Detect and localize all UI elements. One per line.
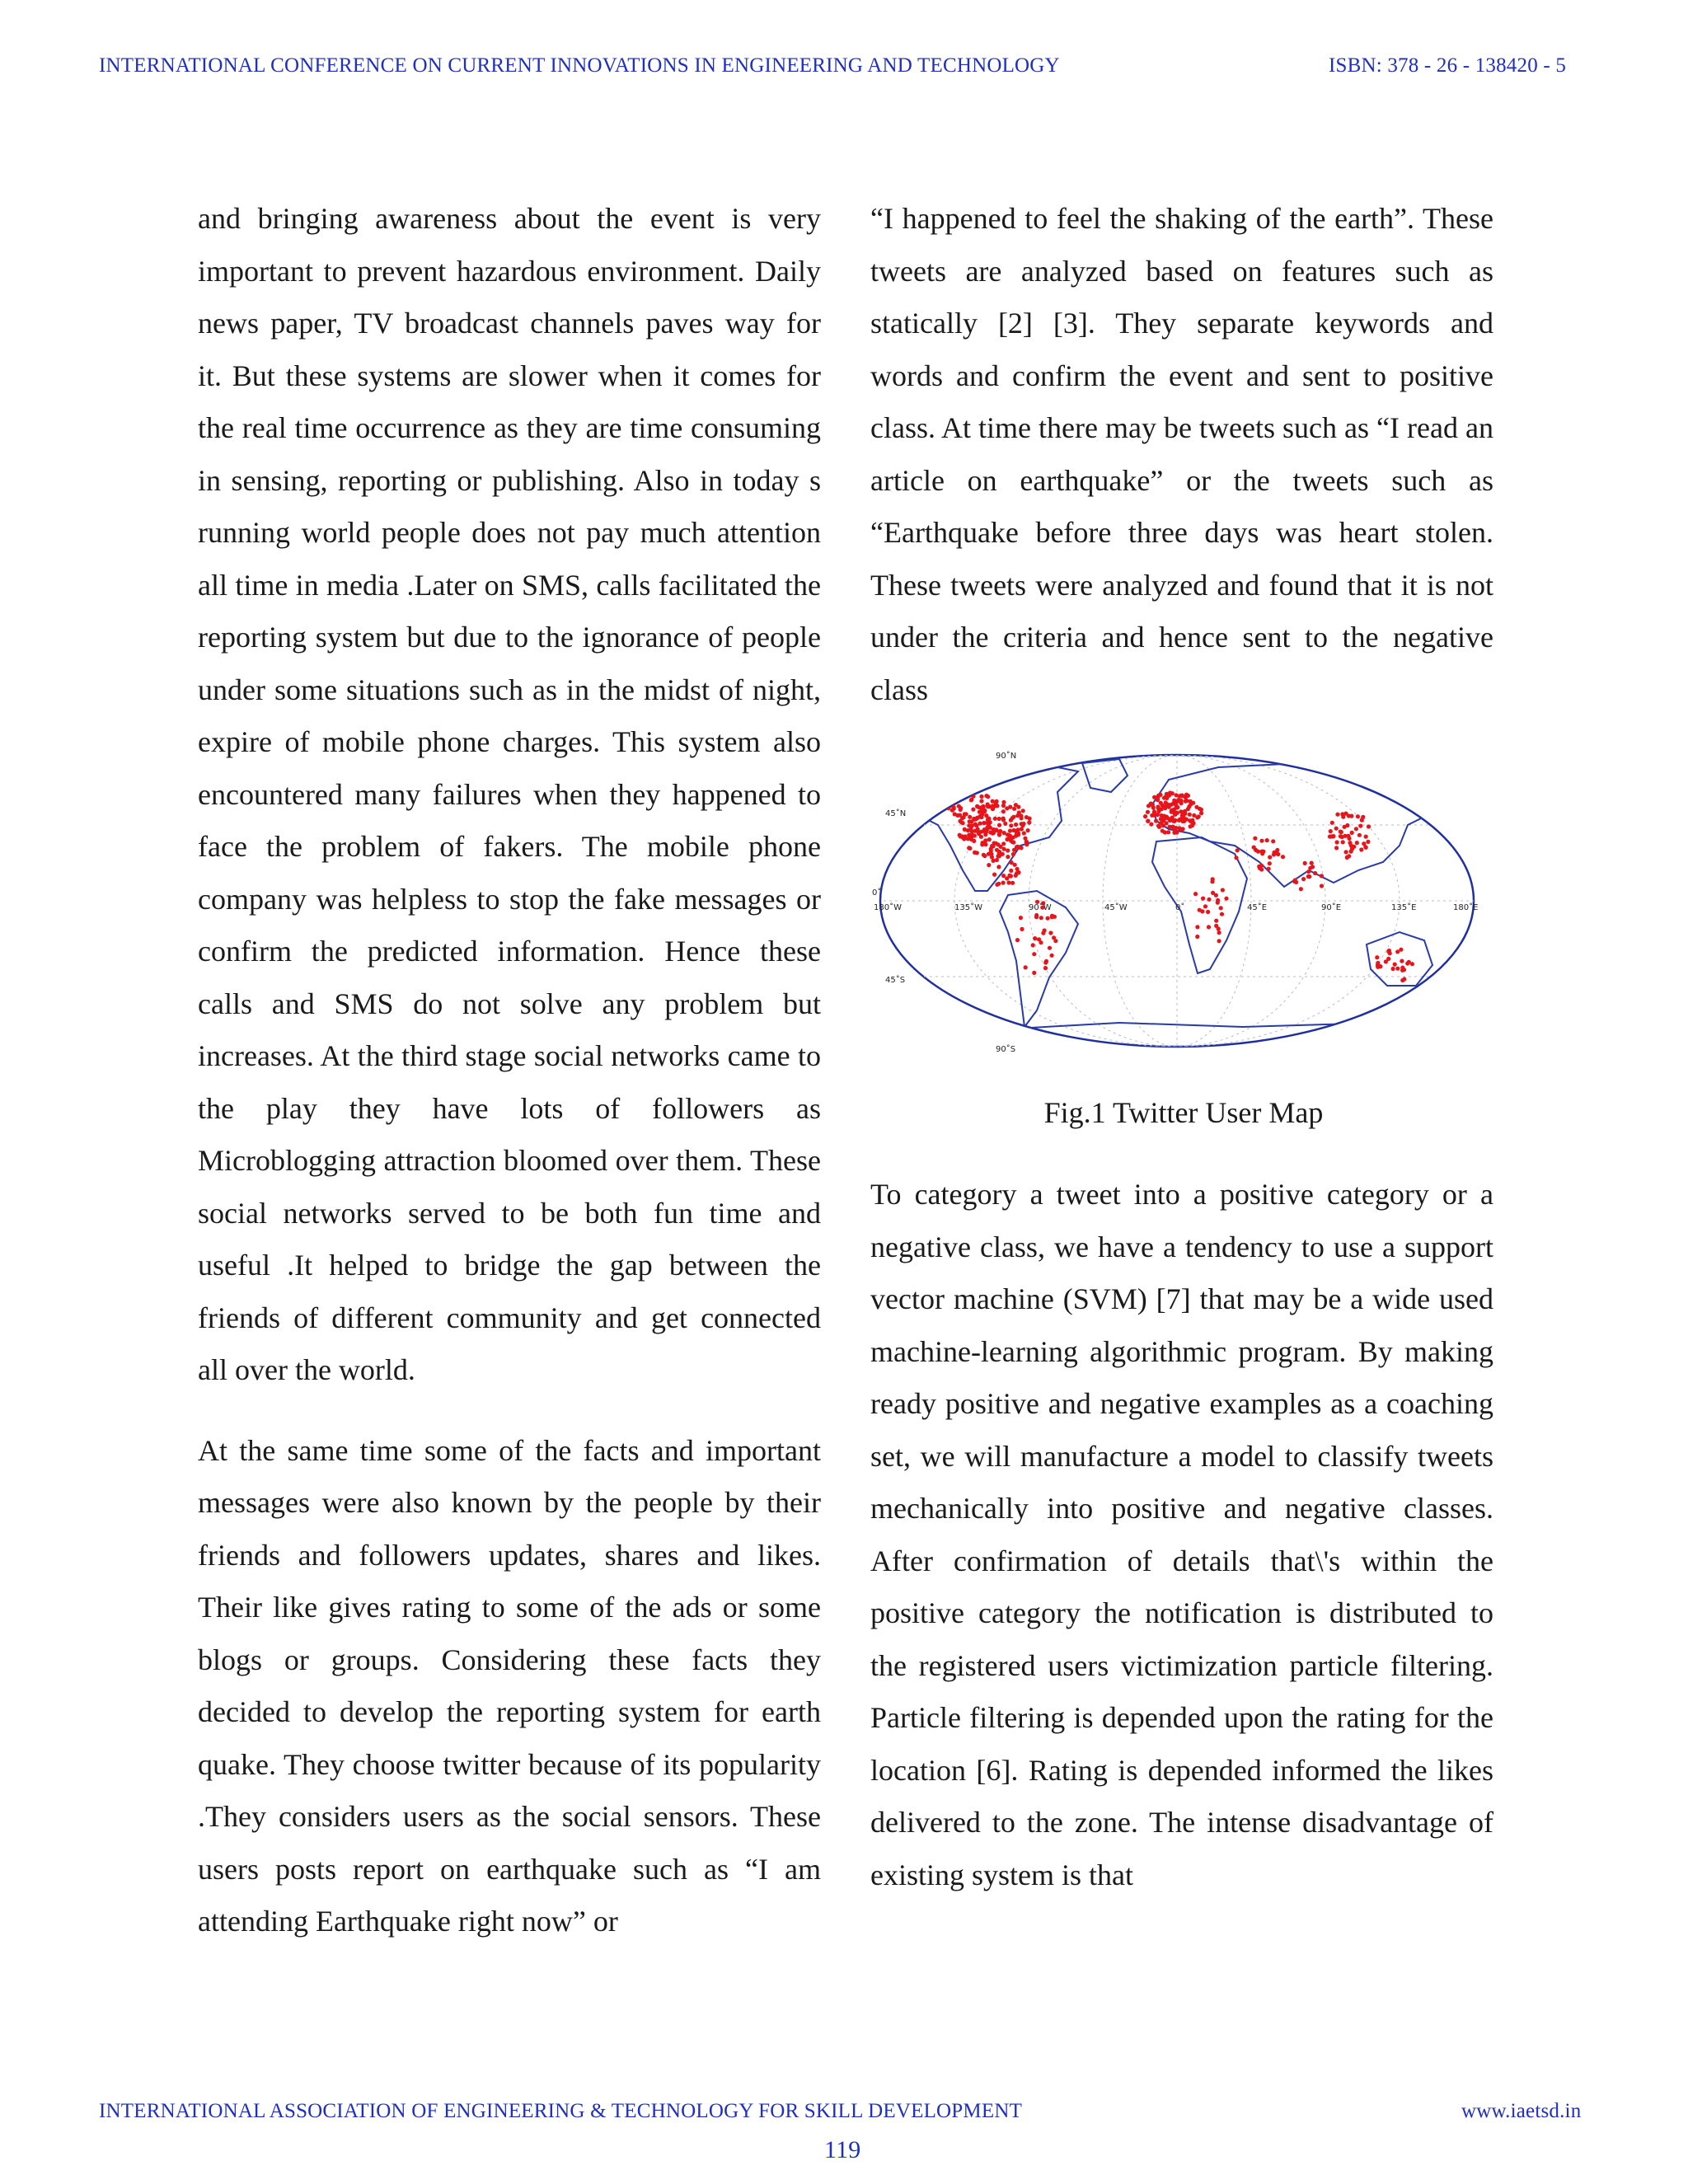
footer-website[interactable]: www.iaetsd.in <box>1461 2100 1582 2122</box>
user-dot <box>1001 881 1006 885</box>
user-dot <box>1256 850 1260 854</box>
user-dot <box>995 858 999 862</box>
user-dot <box>1378 964 1382 968</box>
user-dot <box>1206 910 1210 914</box>
right-column-bottom <box>870 1169 1493 1901</box>
user-dot <box>968 815 972 819</box>
user-dot <box>987 837 992 841</box>
user-dot <box>1366 840 1370 844</box>
user-dot <box>1181 827 1185 831</box>
user-dot <box>1009 874 1013 878</box>
user-dot <box>1001 874 1006 878</box>
user-dot <box>1306 869 1311 874</box>
user-dot <box>1364 835 1368 839</box>
lat-label-45s: 45˚S <box>885 976 906 985</box>
user-dot <box>1020 927 1024 931</box>
user-dot <box>1207 898 1211 902</box>
user-dot <box>1010 881 1015 885</box>
user-dot <box>1008 829 1012 833</box>
user-dot <box>1268 861 1272 865</box>
user-dot <box>961 836 965 840</box>
user-dot <box>1350 831 1354 835</box>
user-dot <box>958 813 962 818</box>
user-dot <box>1020 816 1024 820</box>
user-dot <box>968 819 972 823</box>
lon-label-180e: 180˚E <box>1453 903 1479 912</box>
user-dot <box>1032 971 1036 975</box>
user-dot <box>1156 813 1160 817</box>
user-dot <box>973 829 978 833</box>
user-dot <box>973 851 977 855</box>
user-dot <box>969 798 973 802</box>
user-dot <box>1271 839 1275 843</box>
user-dot <box>1156 797 1160 801</box>
user-dot <box>1345 823 1349 827</box>
user-dot <box>1016 870 1020 874</box>
user-dot <box>1347 813 1351 818</box>
user-dot <box>1012 807 1016 811</box>
user-dot <box>1031 943 1035 947</box>
user-dot <box>1340 812 1344 816</box>
user-dot <box>1184 799 1188 804</box>
user-dot <box>966 837 970 841</box>
user-dot <box>1019 916 1023 920</box>
user-dot <box>1015 845 1019 849</box>
user-dot <box>997 854 1001 858</box>
isbn-header: ISBN: 378 - 26 - 138420 - 5 <box>1329 54 1567 77</box>
user-dot <box>1003 822 1007 826</box>
user-dot <box>1172 799 1176 803</box>
user-dot <box>1034 915 1039 919</box>
user-dot <box>1048 930 1053 935</box>
user-dot <box>1193 892 1198 896</box>
user-dot <box>1159 817 1163 821</box>
user-dot <box>1005 837 1009 841</box>
user-dot <box>1335 813 1339 817</box>
user-dot <box>979 799 983 803</box>
user-dot <box>1348 841 1352 845</box>
user-dot <box>1191 801 1195 805</box>
left-column <box>198 193 821 1948</box>
user-dot <box>1211 877 1215 881</box>
user-dot <box>945 799 950 804</box>
user-dot <box>1203 904 1207 908</box>
user-dot <box>996 865 1001 869</box>
user-dot <box>993 817 997 821</box>
user-dot <box>987 817 991 821</box>
user-dot <box>982 854 987 858</box>
user-dot <box>1217 926 1221 930</box>
right-paragraph-2: To category a tweet into a positive category or a negative class, we have a tendency to use a support vector machine (SVM) [7] that may be a wide used machine-learning algorithmic program. By making ready positive and negative examples as a coaching set, we will manufacture a model to classify tweets mechanically into positive and negative classes. After confirmation of details that\'s within the positive category the notification is distributed to the registered users victimization particle filtering. Particle filtering is depended upon the rating for the location [6]. Rating is depended informed the likes delivered to the zone. The intense disadvantage of existing system is that <box>870 1178 1493 1891</box>
user-dot <box>1001 809 1006 813</box>
lon-label-135e: 135˚E <box>1391 903 1417 912</box>
user-dot <box>1143 814 1147 818</box>
running-header: INTERNATIONAL CONFERENCE ON CURRENT INNOVATIONS IN ENGINEERING AND TECHNOLOGY <box>99 54 1060 77</box>
user-dot <box>972 839 976 843</box>
world-map-svg <box>872 747 1482 1055</box>
user-dot <box>952 797 956 801</box>
user-dot <box>1192 821 1196 825</box>
user-dot <box>1334 846 1339 850</box>
user-dot <box>1375 955 1379 959</box>
user-dot <box>1359 847 1363 851</box>
user-dot <box>1006 848 1010 852</box>
user-dot <box>1313 871 1317 875</box>
user-dot <box>1010 816 1015 820</box>
user-dot <box>986 794 990 799</box>
user-dot <box>1320 874 1324 878</box>
footer-association: INTERNATIONAL ASSOCIATION OF ENGINEERING & TECHNOLOGY FOR SKILL DEVELOPMENT <box>99 2100 1023 2122</box>
user-dot <box>1306 874 1311 879</box>
user-dot <box>1253 837 1257 841</box>
lon-label-45e: 45˚E <box>1247 903 1268 912</box>
lat-label-45n: 45˚N <box>885 809 907 818</box>
user-dot <box>1022 831 1026 835</box>
user-dot <box>1214 893 1218 898</box>
user-dot <box>1175 831 1179 835</box>
user-dot <box>1160 813 1164 818</box>
user-dot <box>1179 809 1183 813</box>
user-dot <box>1407 960 1411 964</box>
user-dot <box>1166 830 1170 834</box>
user-dot <box>1033 936 1037 940</box>
user-dot <box>1039 940 1043 944</box>
user-dot <box>1015 813 1020 818</box>
user-dot <box>1043 960 1048 964</box>
user-dot <box>1219 906 1223 910</box>
user-dot <box>1329 834 1334 838</box>
user-dot <box>1014 803 1018 807</box>
left-paragraph-2: At the same time some of the facts and important messages were also known by the people by their friends and followers updates, shares and likes. Their like gives rating to some of the ads or some blogs or groups. Considering these facts they decided to develop the reporting system for earth quake. They choose twitter because of its popularity .They considers users as the social sensors. These users posts report on earthquake such as “I am attending Earthquake right now” or <box>198 1433 821 1938</box>
user-dot <box>1357 833 1362 837</box>
user-dot <box>973 833 977 837</box>
user-dot <box>1173 818 1177 823</box>
user-dot <box>982 827 987 832</box>
user-dot <box>1154 819 1158 823</box>
user-dot <box>1175 793 1179 797</box>
user-dot <box>1179 799 1184 803</box>
user-dot <box>1043 966 1048 970</box>
user-dot <box>982 808 987 813</box>
user-dot <box>1151 803 1155 807</box>
user-dot <box>1006 880 1010 884</box>
user-dot <box>1400 968 1404 972</box>
user-dot <box>1216 898 1220 902</box>
user-dot <box>991 799 995 804</box>
user-dot <box>1194 805 1198 809</box>
user-dot <box>1050 915 1054 919</box>
user-dot <box>1311 865 1315 869</box>
user-dot <box>1354 827 1358 831</box>
user-dot <box>1172 808 1176 812</box>
user-dot <box>1258 866 1262 870</box>
user-dot <box>1364 846 1368 850</box>
user-dot <box>991 804 995 808</box>
user-dot <box>982 841 987 846</box>
user-dot <box>957 795 961 799</box>
user-dot <box>1006 855 1010 859</box>
user-dot <box>1367 824 1371 828</box>
right-paragraph-1: “I happened to feel the shaking of the earth”. These tweets are analyzed based on features such as statically [2] [3]. They separate keywords and words and confirm the event and sent to positive class. At time there may be tweets such as “I read an article on earthquake” or the tweets such as “Earthquake before three days was heart stolen. These tweets were analyzed and found that it is not under the criteria and hence sent to the negative class <box>870 202 1493 706</box>
user-dot <box>1350 847 1354 851</box>
user-dot <box>1329 829 1333 833</box>
user-dot <box>1009 838 1013 842</box>
user-dot <box>995 828 999 832</box>
user-dot <box>1275 848 1279 852</box>
left-paragraph-1: and bringing awareness about the event is very important to prevent hazardous environment. Daily news paper, TV broadcast channels paves way for it. But these systems are slower when it comes for the real time occurrence as they are time consuming in sensing, reporting or publishing. Also in today s running world people does not pay much attention all time in media .Later on SMS, calls facilitated the reporting system but due to the ignorance of people under some situations such as in the midst of night, expire of mobile phone charges. This system also encountered many failures when they happened to face the problem of fakers. The mobile phone company was helpless to stop the fake messages or confirm the predicted information. Hence these calls and SMS do not solve any problem but increases. At the third stage social networks came to the play they have lots of followers as Microblogging attraction bloomed over them. These social networks served to be both fun time and useful .It helped to bridge the gap between the friends of different community and get connected all over the world. <box>198 202 821 1386</box>
user-dot <box>1146 819 1150 823</box>
user-dot <box>1158 793 1162 797</box>
user-dot <box>1330 821 1334 825</box>
user-dot <box>950 808 954 813</box>
user-dot <box>1281 855 1285 859</box>
user-dot <box>1220 912 1224 916</box>
user-dot <box>1001 804 1006 808</box>
user-dot <box>1201 897 1205 901</box>
user-dot <box>1268 855 1272 860</box>
user-dot <box>1395 967 1400 971</box>
user-dot <box>1010 860 1014 865</box>
user-dot <box>997 823 1001 827</box>
user-dot <box>1006 832 1010 837</box>
user-dot <box>1335 840 1339 844</box>
user-dot <box>1014 823 1018 827</box>
user-dot <box>1221 888 1225 892</box>
user-dot <box>1009 823 1013 827</box>
user-dot <box>1195 935 1199 939</box>
user-dot <box>1174 813 1178 817</box>
user-dot <box>1400 959 1404 963</box>
user-dot <box>978 822 982 826</box>
user-dot <box>1301 877 1306 881</box>
user-dot <box>964 812 968 816</box>
user-dot <box>1005 876 1009 880</box>
user-dot <box>1050 954 1054 958</box>
page-number: 119 <box>824 2136 861 2163</box>
user-dot <box>1187 804 1191 808</box>
user-dot <box>1341 840 1345 844</box>
user-dot <box>1303 861 1307 865</box>
user-dot <box>1214 919 1218 923</box>
user-dot <box>1236 848 1240 852</box>
user-dot <box>1188 813 1192 817</box>
user-dot <box>1167 804 1171 808</box>
user-dot <box>1014 874 1018 878</box>
user-dot <box>997 817 1001 821</box>
user-dot <box>1310 861 1314 865</box>
user-dot <box>1224 897 1228 901</box>
user-dot <box>1344 850 1348 854</box>
user-dot <box>979 815 983 819</box>
user-dot <box>992 873 996 877</box>
user-dot <box>1048 946 1052 950</box>
user-dot <box>1041 931 1045 935</box>
user-dot <box>1400 978 1404 982</box>
user-dot <box>1207 925 1211 929</box>
user-dot <box>1299 887 1303 891</box>
user-dot <box>1265 838 1269 842</box>
user-dot <box>1186 794 1190 798</box>
user-dot <box>1260 850 1264 854</box>
user-dot <box>1039 916 1043 920</box>
user-dot <box>971 808 975 812</box>
user-dot <box>953 812 957 816</box>
user-dot <box>1200 909 1204 913</box>
user-dot <box>1386 949 1390 954</box>
user-dot <box>1346 834 1350 838</box>
user-dot <box>1001 841 1006 846</box>
user-dot <box>1024 965 1028 969</box>
user-dot <box>986 804 990 808</box>
user-dot <box>1146 810 1150 814</box>
user-dot <box>1195 925 1199 929</box>
user-dot <box>1339 834 1343 838</box>
user-dot <box>979 794 983 799</box>
user-dot <box>1160 829 1165 833</box>
lon-label-0: 0˚ <box>1175 903 1185 912</box>
user-dot <box>989 849 993 853</box>
user-dot <box>1023 837 1027 841</box>
user-dot <box>1358 824 1362 828</box>
user-dot <box>1002 847 1006 851</box>
user-dot <box>995 799 999 804</box>
user-dot <box>1001 817 1006 821</box>
user-dot <box>1234 855 1238 860</box>
user-dot <box>1252 846 1256 850</box>
user-dot <box>967 823 971 827</box>
lon-label-45w: 45˚W <box>1104 903 1128 912</box>
right-column-top <box>870 193 1493 716</box>
user-dot <box>1032 952 1036 956</box>
user-dot <box>975 816 979 820</box>
user-dot <box>995 848 999 852</box>
user-dot <box>1021 808 1025 813</box>
user-dot <box>1217 930 1221 935</box>
user-dot <box>1294 880 1298 884</box>
user-dot <box>1197 814 1201 818</box>
user-dot <box>1356 814 1360 818</box>
user-dot <box>1334 827 1339 831</box>
user-dot <box>1399 948 1403 952</box>
user-dot <box>1339 830 1343 834</box>
user-dot <box>1384 959 1388 963</box>
user-dot <box>1177 818 1181 823</box>
user-dot <box>963 827 967 832</box>
user-dot <box>1025 815 1029 819</box>
user-dot <box>1026 828 1030 832</box>
user-dot <box>995 883 999 887</box>
user-dot <box>1005 806 1009 810</box>
user-dot <box>1160 807 1164 811</box>
lat-label-0: 0˚ <box>872 888 882 898</box>
twitter-user-map-figure <box>872 747 1482 1055</box>
user-dot <box>1189 824 1193 828</box>
user-dot <box>1355 841 1359 845</box>
user-dot <box>1165 796 1169 800</box>
user-dot <box>1046 916 1050 921</box>
user-dot <box>994 841 998 846</box>
user-dot <box>982 821 986 825</box>
user-dot <box>1168 790 1172 794</box>
user-dot <box>1012 828 1016 832</box>
lon-label-90e: 90˚E <box>1321 903 1342 912</box>
user-dot <box>1391 967 1395 971</box>
user-dot <box>967 833 971 837</box>
user-dot <box>1022 822 1026 826</box>
user-dot <box>987 823 991 827</box>
lon-label-90w: 90˚W <box>1029 903 1052 912</box>
lat-label-90s: 90˚S <box>996 1045 1016 1054</box>
user-dot <box>1360 818 1364 823</box>
user-dot <box>1009 869 1013 873</box>
user-dot <box>1011 852 1015 856</box>
user-dot <box>987 863 991 867</box>
user-dot <box>1027 820 1031 824</box>
user-dot <box>1267 867 1271 871</box>
user-dot <box>1168 818 1172 823</box>
user-dot <box>1320 883 1324 888</box>
user-dot <box>1020 827 1024 831</box>
user-dot <box>990 844 994 848</box>
user-dot <box>1160 821 1164 825</box>
user-dot <box>1171 825 1175 829</box>
user-dot <box>1015 938 1020 942</box>
user-dot <box>1259 839 1264 843</box>
user-dot <box>1053 939 1057 943</box>
user-dot <box>1160 804 1165 808</box>
user-dot <box>968 846 972 851</box>
lon-label-135w: 135˚W <box>954 903 982 912</box>
user-dot <box>1184 817 1189 821</box>
lon-label-180w: 180˚W <box>874 903 902 912</box>
user-dot <box>1217 939 1221 943</box>
figure-caption: Fig.1 Twitter User Map <box>1043 1096 1324 1129</box>
user-dot <box>959 808 963 812</box>
user-dot <box>1199 808 1203 812</box>
user-dot <box>1393 963 1397 967</box>
lat-label-90n: 90˚N <box>996 752 1017 761</box>
user-dot <box>1183 809 1187 813</box>
user-dot <box>992 859 996 863</box>
user-dot <box>998 829 1002 833</box>
user-dot <box>1362 841 1366 846</box>
user-dot <box>1149 823 1153 827</box>
user-dot <box>979 835 983 839</box>
user-dot <box>1347 854 1351 858</box>
